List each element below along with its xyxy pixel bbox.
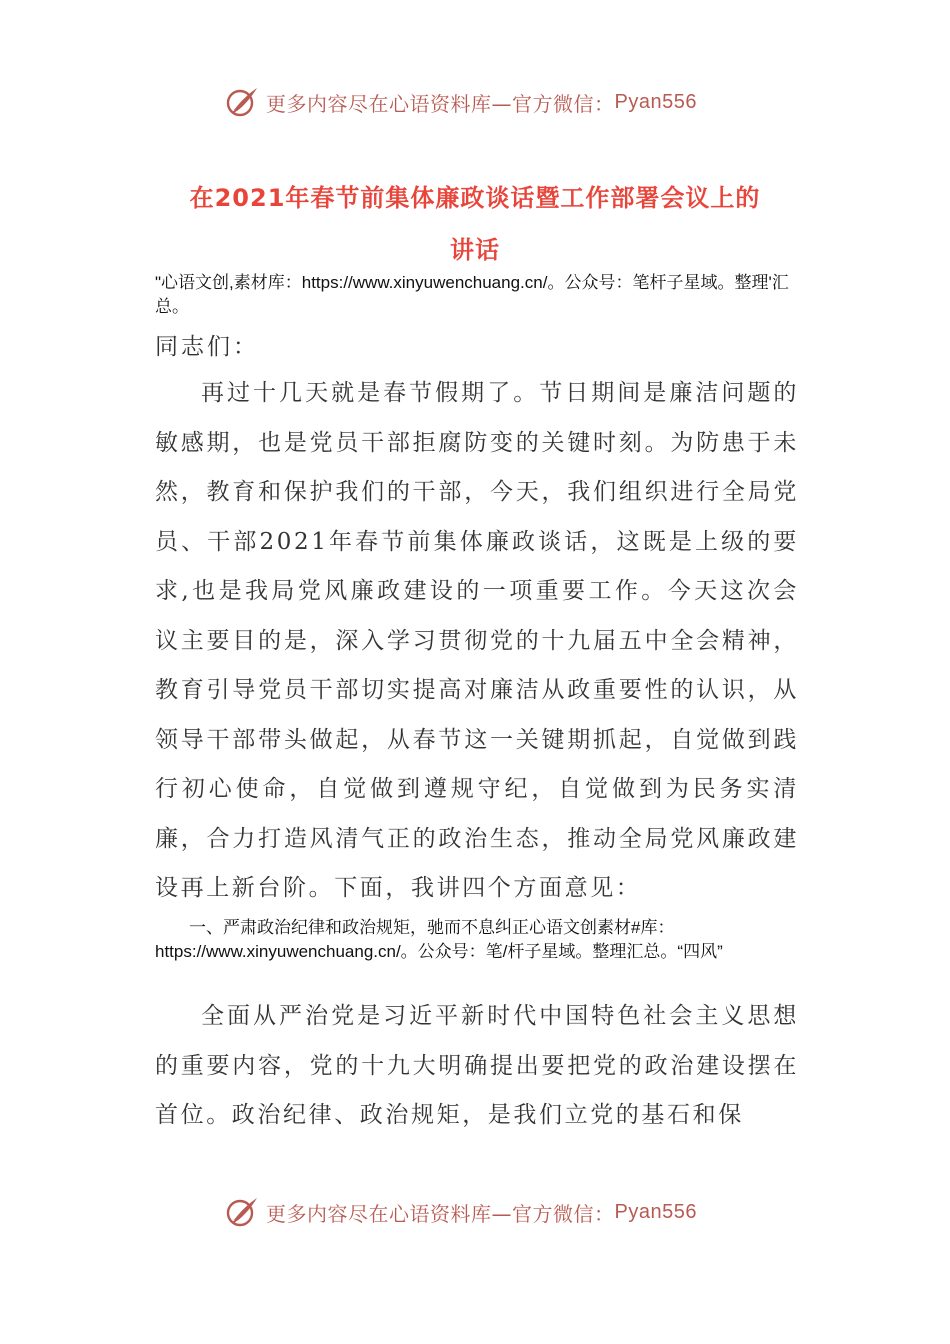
banner-text: 更多内容尽在心语资料库—官方微信： <box>266 1201 615 1226</box>
body-paragraph-1: 再过十几天就是春节假期了。节日期间是廉洁问题的敏感期，也是党员干部拒腐防变的关键时刻。为防患于未然，教育和保护我们的干部，今天，我们组织进行全局党员、干部2021年春节前集体廉政谈话，这既是上级的要求,也是我局党风廉政建设的一项重要工作。今天这次会议主要目的是，深入学习贯彻党的十九届五中全会精神，教育引导党员干部切实提高对廉洁从政重要性的认识，从领导干部带头做起，从春节这一关键期抓起，自觉做到践行初心使命，自觉做到遵规守纪，自觉做到为民务实清廉，合力打造风清气正的政治生态，推动全局党风廉政建设再上新台阶。下面，我讲四个方面意见： <box>155 380 799 901</box>
document-title-line-2: 讲话 <box>450 236 500 264</box>
quill-logo-icon <box>224 84 260 120</box>
banner-text: 更多内容尽在心语资料库—官方微信： <box>266 91 615 116</box>
section-heading-1: 一、严肃政治纪律和政治规矩，驰而不息纠正心语文创素材#库：https://www.xinyuwenchuang.cn/。公众号：笔/杆子星域。整理汇总。“四风” <box>155 918 723 961</box>
banner-wechat-id: Pyan556 <box>614 90 697 113</box>
source-note: "心语文创,素材库：https://www.xinyuwenchuang.cn/。公众号：笔杆子星域。整理'汇总。 <box>155 273 789 316</box>
greeting: 同志们： <box>155 334 259 360</box>
banner-wechat-id: Pyan556 <box>614 1200 697 1223</box>
quill-logo-icon <box>224 1194 260 1230</box>
header-banner <box>224 82 697 122</box>
body-paragraph-2: 全面从严治党是习近平新时代中国特色社会主义思想的重要内容，党的十九大明确提出要把党的政治建设摆在首位。政治纪律、政治规矩，是我们立党的基石和保 <box>155 1003 799 1128</box>
footer-banner <box>224 1192 697 1232</box>
document-title-line-1: 在2021年春节前集体廉政谈话暨工作部署会议上的 <box>189 184 761 212</box>
